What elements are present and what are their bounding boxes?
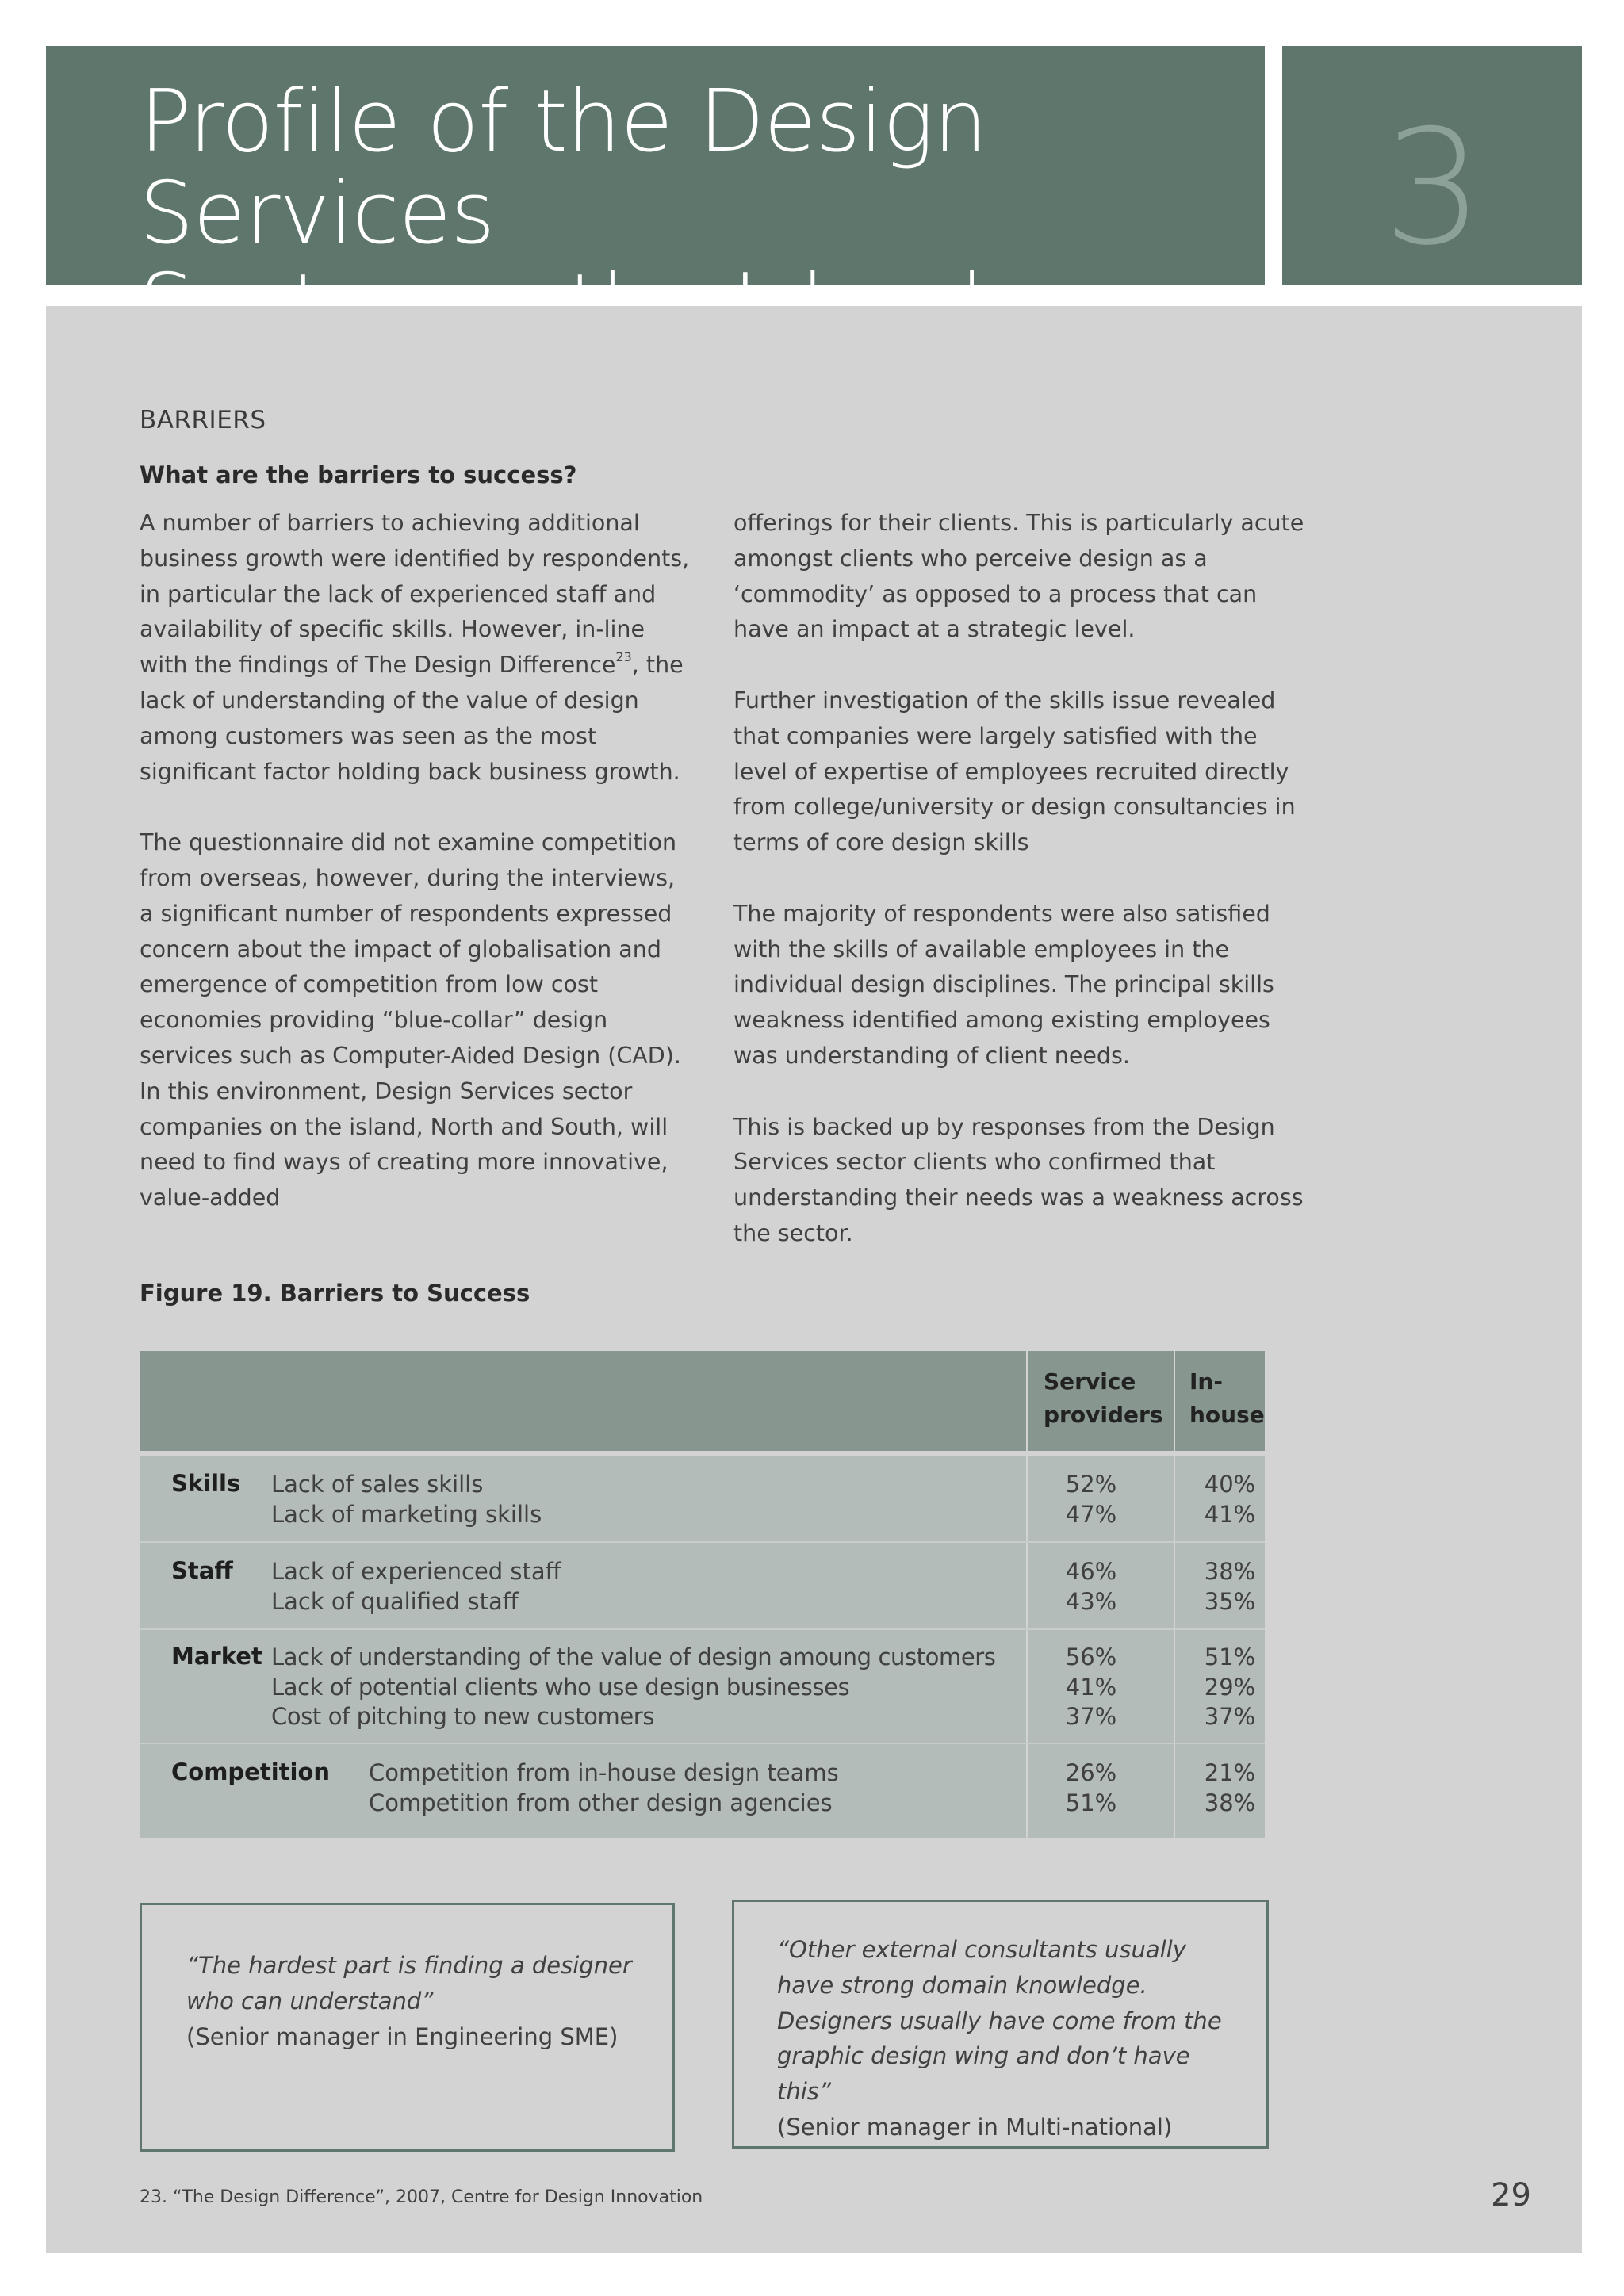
row-item: Lack of understanding of the value of design amoung customers xyxy=(271,1644,996,1670)
column-divider xyxy=(1026,1456,1028,1541)
service-values xyxy=(1055,1470,1127,1529)
column-header-in-house: In-house xyxy=(1189,1368,1265,1428)
row-items xyxy=(271,1643,996,1732)
body-paragraph: Further investigation of the skills issue revealed that companies were largely satisfied with the level of expertise of employees recruited directly from college/university or design consultancies in terms of core design skills xyxy=(733,687,1296,856)
chapter-number: 3 xyxy=(1382,96,1484,281)
quote-text: “Other external consultants usually have strong domain knowledge. Designers usually have come from the graphic design wing and don’t have this” xyxy=(777,1936,1222,2106)
column-header-service-providers: Service providers xyxy=(1044,1368,1163,1428)
footnote: 23. “The Design Difference”, 2007, Centre for Design Innovation xyxy=(140,2187,703,2207)
value-cell: 46% xyxy=(1065,1558,1117,1585)
barriers-table xyxy=(140,1351,1265,1838)
quote-source: (Senior manager in Engineering SME) xyxy=(186,2022,619,2050)
column-divider xyxy=(1026,1630,1028,1743)
column-divider xyxy=(1026,1744,1028,1838)
paragraph-text: , the lack of understanding of the value of design among customers was seen as the most significant factor holding back business growth. xyxy=(140,652,684,785)
table-row-skills xyxy=(140,1456,1265,1543)
row-item: Cost of pitching to new customers xyxy=(271,1703,655,1730)
page-title-line-1: Profile of the Design Services xyxy=(140,72,987,263)
figure-title: Figure 19. Barriers to Success xyxy=(140,1280,530,1307)
section-label: BARRIERS xyxy=(140,406,266,434)
service-values xyxy=(1055,1758,1127,1818)
row-category: Market xyxy=(171,1643,262,1670)
section-question: What are the barriers to success? xyxy=(140,461,577,488)
row-item: Lack of qualified staff xyxy=(271,1587,519,1615)
inhouse-values xyxy=(1194,1557,1266,1617)
value-cell: 47% xyxy=(1065,1500,1117,1528)
paragraph-text: A number of barriers to achieving additional business growth were identified by respondents, in particular the lack of experienced staff and availability of specific skills. However, in-line with the findings of The Design Difference xyxy=(140,510,690,679)
body-column-left xyxy=(140,506,695,1252)
value-cell: 56% xyxy=(1065,1644,1117,1670)
value-cell: 52% xyxy=(1065,1471,1117,1498)
row-items xyxy=(271,1557,561,1617)
value-cell: 21% xyxy=(1204,1759,1256,1786)
quote-source: (Senior manager in Multi-national) xyxy=(777,2113,1173,2141)
body-paragraph: The questionnaire did not examine competition from overseas, however, during the interviews, a significant number of respondents expressed concern about the impact of globalisation and emergence of competition from low cost economies providing “blue-collar” design services such as Computer-Aided Design (CAD). In this environment, Design Services sector companies on the island, North and South, will need to find ways of creating more innovative, value-added xyxy=(140,829,681,1211)
table-row-market xyxy=(140,1630,1265,1744)
value-cell: 40% xyxy=(1204,1471,1256,1498)
body-paragraph: The majority of respondents were also satisfied with the skills of available employees in the individual design disciplines. The principal skills weakness identified among existing employees was understanding of client needs. xyxy=(733,900,1274,1069)
row-category: Skills xyxy=(171,1470,241,1497)
value-cell: 26% xyxy=(1065,1759,1117,1786)
column-divider xyxy=(1174,1630,1175,1743)
chapter-number-box xyxy=(1282,46,1582,285)
quote-text: “The hardest part is finding a designer who can understand” xyxy=(186,1952,632,2015)
row-item: Lack of potential clients who use design businesses xyxy=(271,1673,850,1701)
column-divider xyxy=(1026,1543,1028,1628)
row-item: Lack of marketing skills xyxy=(271,1500,542,1528)
service-values xyxy=(1055,1557,1127,1617)
footnote-ref: 23 xyxy=(615,649,632,665)
value-cell: 41% xyxy=(1065,1673,1117,1701)
row-item: Competition from in-house design teams xyxy=(369,1759,839,1786)
value-cell: 41% xyxy=(1204,1500,1256,1528)
table-header xyxy=(140,1351,1265,1456)
body-paragraph: This is backed up by responses from the Design Services sector clients who confirmed that understanding their needs was a weakness across the sector. xyxy=(733,1113,1304,1246)
column-divider xyxy=(1174,1456,1175,1541)
chapter-header xyxy=(46,46,1265,285)
inhouse-values xyxy=(1194,1758,1266,1818)
column-divider xyxy=(1174,1744,1175,1838)
body-paragraph: offerings for their clients. This is particularly acute amongst clients who perceive design as a ‘commodity’ as opposed to a process that can have an impact at a strategic level. xyxy=(733,510,1304,643)
body-paragraph xyxy=(140,506,695,790)
row-item: Lack of experienced staff xyxy=(271,1558,561,1585)
column-divider xyxy=(1026,1351,1028,1451)
quote-box xyxy=(732,1900,1269,2149)
row-items xyxy=(369,1758,839,1818)
row-item: Competition from other design agencies xyxy=(369,1789,833,1816)
table-row-competition xyxy=(140,1744,1265,1838)
row-items xyxy=(271,1470,542,1529)
value-cell: 38% xyxy=(1204,1789,1256,1816)
inhouse-values xyxy=(1194,1470,1266,1529)
value-cell: 29% xyxy=(1204,1673,1256,1701)
row-item: Lack of sales skills xyxy=(271,1471,484,1498)
body-column-right xyxy=(733,506,1312,1288)
table-row-staff xyxy=(140,1543,1265,1630)
row-category: Staff xyxy=(171,1557,233,1584)
column-divider xyxy=(1174,1543,1175,1628)
value-cell: 38% xyxy=(1204,1558,1256,1585)
value-cell: 51% xyxy=(1204,1644,1256,1670)
page-number: 29 xyxy=(1491,2177,1531,2214)
value-cell: 35% xyxy=(1204,1587,1256,1615)
row-category: Competition xyxy=(171,1758,331,1785)
value-cell: 43% xyxy=(1065,1587,1117,1615)
inhouse-values xyxy=(1194,1643,1266,1732)
content-panel xyxy=(46,306,1582,2253)
value-cell: 37% xyxy=(1065,1703,1117,1730)
value-cell: 51% xyxy=(1065,1789,1117,1816)
service-values xyxy=(1055,1643,1127,1732)
value-cell: 37% xyxy=(1204,1703,1256,1730)
quote-box xyxy=(140,1903,675,2152)
